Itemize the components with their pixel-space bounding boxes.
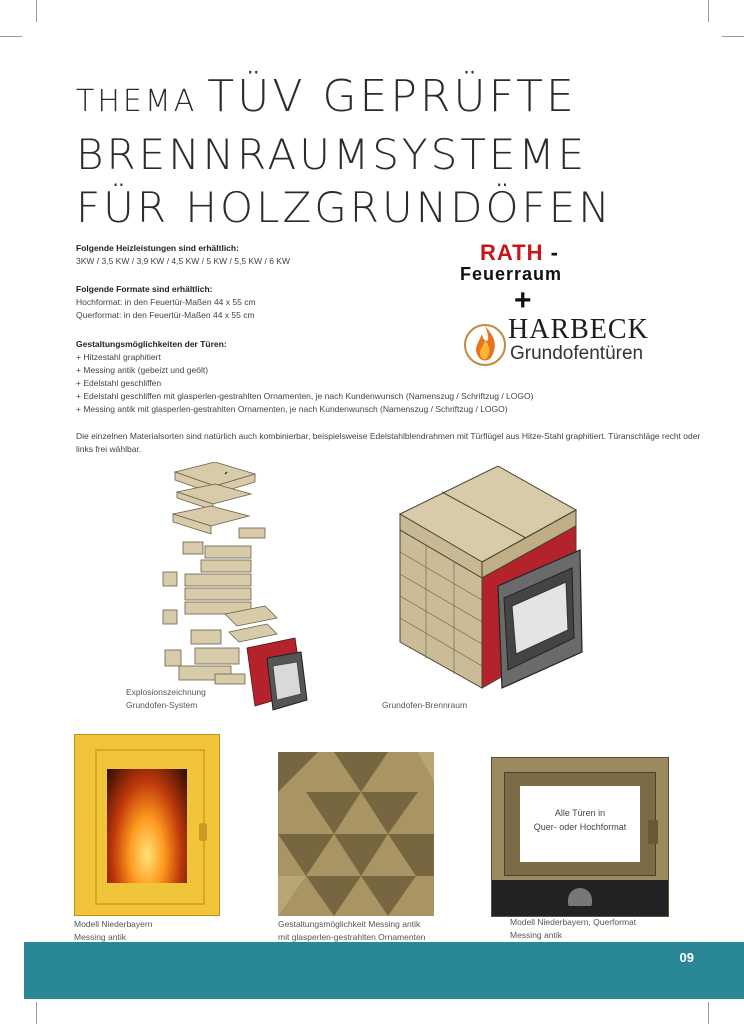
brennraum-drawing — [398, 466, 584, 690]
door-niederbayern-image — [74, 734, 220, 916]
caption-brennraum: Grundofen-Brennraum — [382, 700, 468, 710]
format-overlay-text: Alle Türen in Quer- oder Hochformat — [520, 786, 640, 862]
harbeck-logo: HARBECK — [508, 314, 649, 345]
gestaltung-block — [76, 338, 696, 416]
formate-item: Querformat: in den Feuertür-Maßen 44 x 55 cm — [76, 310, 255, 320]
grundofentueren-logo: Grundofentüren — [510, 343, 644, 364]
title-line-3: FÜR HOLZGRUNDÖFEN — [76, 183, 613, 232]
messing-ornament-image — [278, 752, 434, 916]
crop-mark — [36, 1002, 37, 1024]
gestaltung-heading: Gestaltungsmöglichkeiten der Türen: — [76, 339, 227, 349]
title-prefix: THEMA — [76, 84, 198, 119]
caption-messing: Gestaltungsmöglichkeit Messing antik mit glasperlen-gestrahlten Ornamenten — [278, 919, 426, 942]
heizleistungen-heading: Folgende Heizleistungen sind erhältlich: — [76, 243, 239, 253]
crop-mark — [708, 0, 709, 22]
plus-sign: + — [514, 284, 532, 317]
footer-band — [24, 942, 744, 999]
crop-mark — [708, 1002, 709, 1024]
crop-mark — [36, 0, 37, 22]
caption-niederbayern: Modell Niederbayern Messing antik — [74, 919, 153, 942]
gestaltung-item: + Messing antik mit glasperlen-gestrahlten Ornamenten, je nach Kundenwunsch (Namenszug / Schriftzug / LOGO) — [76, 404, 508, 414]
formate-block — [76, 283, 636, 322]
rath-logo: RATH - — [480, 240, 559, 265]
page-number: 09 — [679, 950, 694, 965]
gestaltung-item: + Edelstahl geschliffen — [76, 378, 162, 388]
explosion-drawing — [155, 462, 315, 720]
page-title — [76, 70, 613, 234]
formate-heading: Folgende Formate sind erhältlich: — [76, 284, 213, 294]
formate-item: Hochformat: in den Feuertür-Maßen 44 x 55 cm — [76, 297, 256, 307]
crop-mark — [722, 36, 744, 37]
gestaltung-item: + Hitzestahl graphitiert — [76, 352, 161, 362]
feuerraum-logo: Feuerraum — [460, 264, 563, 284]
caption-explosion: Explosionszeichnung Grundofen-System — [126, 687, 206, 710]
caption-querformat: Modell Niederbayern, Querformat Messing antik — [510, 917, 637, 940]
crop-mark — [0, 36, 22, 37]
gestaltung-item: + Messing antik (gebeizt und geölt) — [76, 365, 209, 375]
gestaltung-item: + Edelstahl geschliffen mit glasperlen-gestrahlten Ornamenten, je nach Kundenwunsch (Namenszug / Schriftzug / LOGO) — [76, 391, 534, 401]
description-paragraph: Die einzelnen Materialsorten sind natürlich auch kombinierbar, beispielsweise Edelstahlblendrahmen mit Türflügel aus Hitze-Stahl graphitiert. Türanschläge recht oder links frei wählbar. — [76, 431, 701, 454]
title-line-1: TÜV GEPRÜFTE — [207, 71, 577, 122]
heizleistungen-block — [76, 242, 636, 268]
heizleistungen-values: 3KW / 3,5 KW / 3,9 KW / 4,5 KW / 5 KW / 5,5 KW / 6 KW — [76, 256, 290, 266]
title-line-2: BRENNRAUMSYSTEME — [76, 130, 588, 179]
